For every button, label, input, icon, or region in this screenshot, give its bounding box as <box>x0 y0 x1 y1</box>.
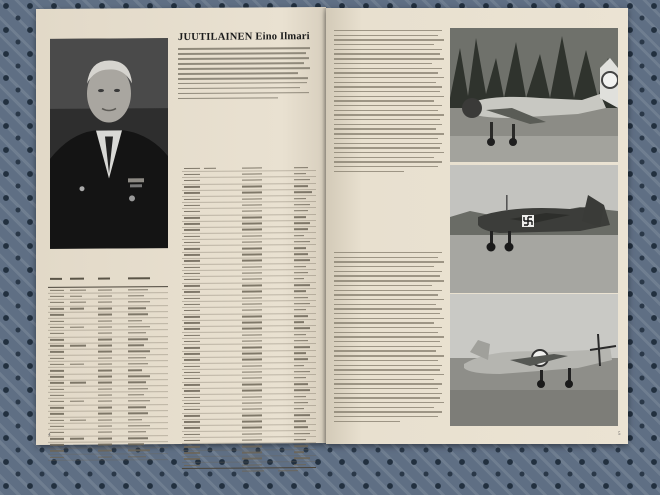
aircraft-on-snow-image <box>450 294 618 426</box>
portrait-figure <box>50 38 168 249</box>
victory-table-left <box>48 274 168 461</box>
right-page <box>326 8 628 444</box>
biography-text-block <box>178 47 312 103</box>
pilot-portrait-photo <box>50 38 168 249</box>
open-booklet <box>36 8 628 444</box>
caption-bottom <box>334 252 444 425</box>
left-page-number: 4 <box>48 432 51 438</box>
page-title: JUUTILAINEN Eino Ilmari <box>178 31 310 44</box>
aircraft-photo-top <box>450 28 618 162</box>
right-page-number: 5 <box>618 432 621 437</box>
aircraft-in-forest-image <box>450 28 618 162</box>
aircraft-photo-bottom <box>450 294 618 426</box>
aircraft-photo-middle <box>450 165 618 293</box>
aircraft-on-field-image <box>450 165 618 293</box>
left-page <box>36 7 326 445</box>
victory-table-right <box>182 165 316 474</box>
caption-top <box>334 30 444 175</box>
